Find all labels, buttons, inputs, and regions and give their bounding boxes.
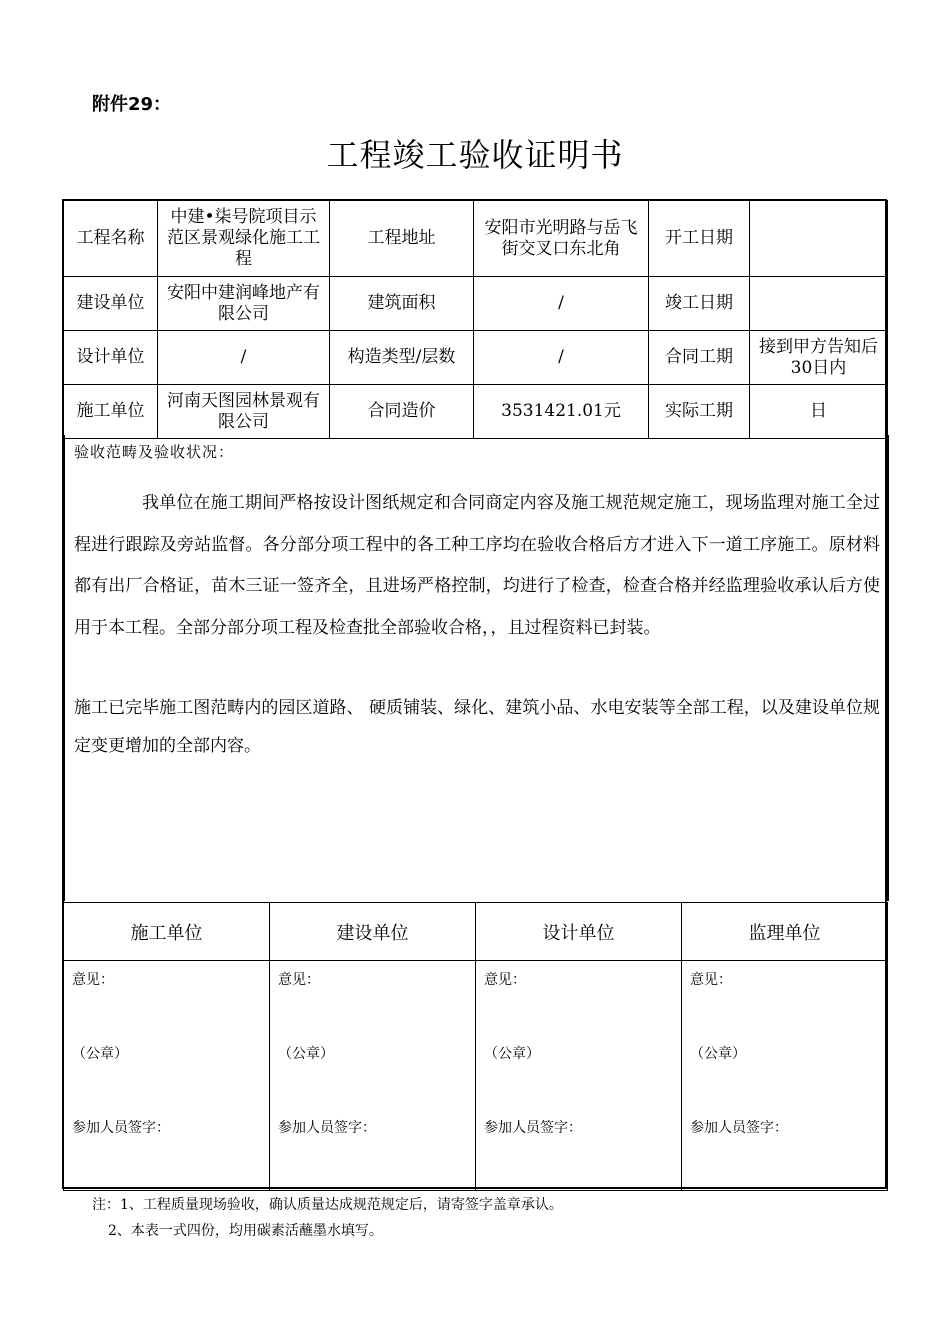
contract-period-label: 合同工期 bbox=[649, 331, 750, 385]
sign-unit-designer: 设计单位 bbox=[476, 903, 682, 961]
scope-heading: 验收范畴及验收状况： bbox=[74, 443, 235, 461]
signature-table bbox=[63, 902, 888, 1191]
start-date-value bbox=[750, 201, 888, 277]
structure-label: 构造类型/层数 bbox=[330, 331, 474, 385]
signer-label: 参加人员签字： bbox=[278, 1120, 376, 1136]
opinion-label: 意见： bbox=[484, 972, 526, 988]
opinion-label: 意见： bbox=[72, 972, 114, 988]
actual-period-label: 实际工期 bbox=[649, 385, 750, 439]
footnote-1: 注：1、工程质量现场验收，确认质量达成规范规定后，请寄签字盖章承认。 bbox=[92, 1197, 563, 1213]
seal-label: （公章） bbox=[690, 1046, 746, 1062]
start-date-label: 开工日期 bbox=[649, 201, 750, 277]
project-name-label: 工程名称 bbox=[64, 201, 158, 277]
designer-label: 设计单位 bbox=[64, 331, 158, 385]
address-label: 工程地址 bbox=[330, 201, 474, 277]
opinion-label: 意见： bbox=[690, 972, 732, 988]
area-value: / bbox=[474, 277, 649, 331]
signer-label: 参加人员签字： bbox=[484, 1120, 582, 1136]
acceptance-scope-section bbox=[63, 435, 889, 901]
sign-cell-builder[interactable] bbox=[270, 961, 476, 1191]
sign-cell-contractor[interactable] bbox=[64, 961, 270, 1191]
contractor-value: 河南天图园林景观有限公司 bbox=[158, 385, 330, 439]
table-border-top bbox=[63, 199, 887, 201]
seal-label: （公章） bbox=[484, 1046, 540, 1062]
seal-label: （公章） bbox=[72, 1046, 128, 1062]
finish-date-value bbox=[750, 277, 888, 331]
seal-label: （公章） bbox=[278, 1046, 334, 1062]
table-border-right bbox=[885, 199, 887, 1189]
contract-period-value: 接到甲方告知后30日内 bbox=[750, 331, 888, 385]
sign-cell-supervisor[interactable] bbox=[682, 961, 888, 1191]
contract-price-label: 合同造价 bbox=[330, 385, 474, 439]
page-title: 工程竣工验收证明书 bbox=[326, 136, 624, 174]
scope-paragraph-2: 施工已完毕施工图范畴内的园区道路、 硬质铺装、绿化、建筑小品、水电安装等全部工程，以及建设单位规定变更增加的全部内容。 bbox=[74, 698, 880, 756]
area-label: 建筑面积 bbox=[330, 277, 474, 331]
structure-value: / bbox=[474, 331, 649, 385]
finish-date-label: 竣工日期 bbox=[649, 277, 750, 331]
designer-value: / bbox=[158, 331, 330, 385]
table-border-bottom bbox=[63, 1187, 887, 1189]
sign-unit-contractor: 施工单位 bbox=[64, 903, 270, 961]
project-info-table bbox=[63, 200, 888, 439]
actual-period-value: 日 bbox=[750, 385, 888, 439]
sign-unit-supervisor: 监理单位 bbox=[682, 903, 888, 961]
address-value: 安阳市光明路与岳飞街交叉口东北角 bbox=[474, 201, 649, 277]
builder-value: 安阳中建润峰地产有限公司 bbox=[158, 277, 330, 331]
attachment-label: 附件29： bbox=[92, 94, 172, 115]
contractor-label: 施工单位 bbox=[64, 385, 158, 439]
project-name-value: 中建•柒号院项目示范区景观绿化施工工程 bbox=[158, 201, 330, 277]
table-border-left bbox=[62, 199, 64, 1189]
sign-unit-builder: 建设单位 bbox=[270, 903, 476, 961]
builder-label: 建设单位 bbox=[64, 277, 158, 331]
footnote-2: 2、本表一式四份，均用碳素活蘸墨水填写。 bbox=[108, 1223, 383, 1239]
signer-label: 参加人员签字： bbox=[690, 1120, 788, 1136]
scope-paragraph-1: 我单位在施工期间严格按设计图纸规定和合同商定内容及施工规范规定施工，现场监理对施工全过程进行跟踪及旁站监督。各分部分项工程中的各工种工序均在验收合格后方才进入下一道工序施工。原材料都有出厂合格证，苗木三证一签齐全，且进场严格控制，均进行了检查，检查合格并经监理验收承认后方使用于本工程。全部分部分项工程及检查批全部验收合格，，且过程资料已封装。 bbox=[74, 493, 880, 638]
signer-label: 参加人员签字： bbox=[72, 1120, 170, 1136]
sign-cell-designer[interactable] bbox=[476, 961, 682, 1191]
contract-price-value: 3531421.01元 bbox=[474, 385, 649, 439]
opinion-label: 意见： bbox=[278, 972, 320, 988]
